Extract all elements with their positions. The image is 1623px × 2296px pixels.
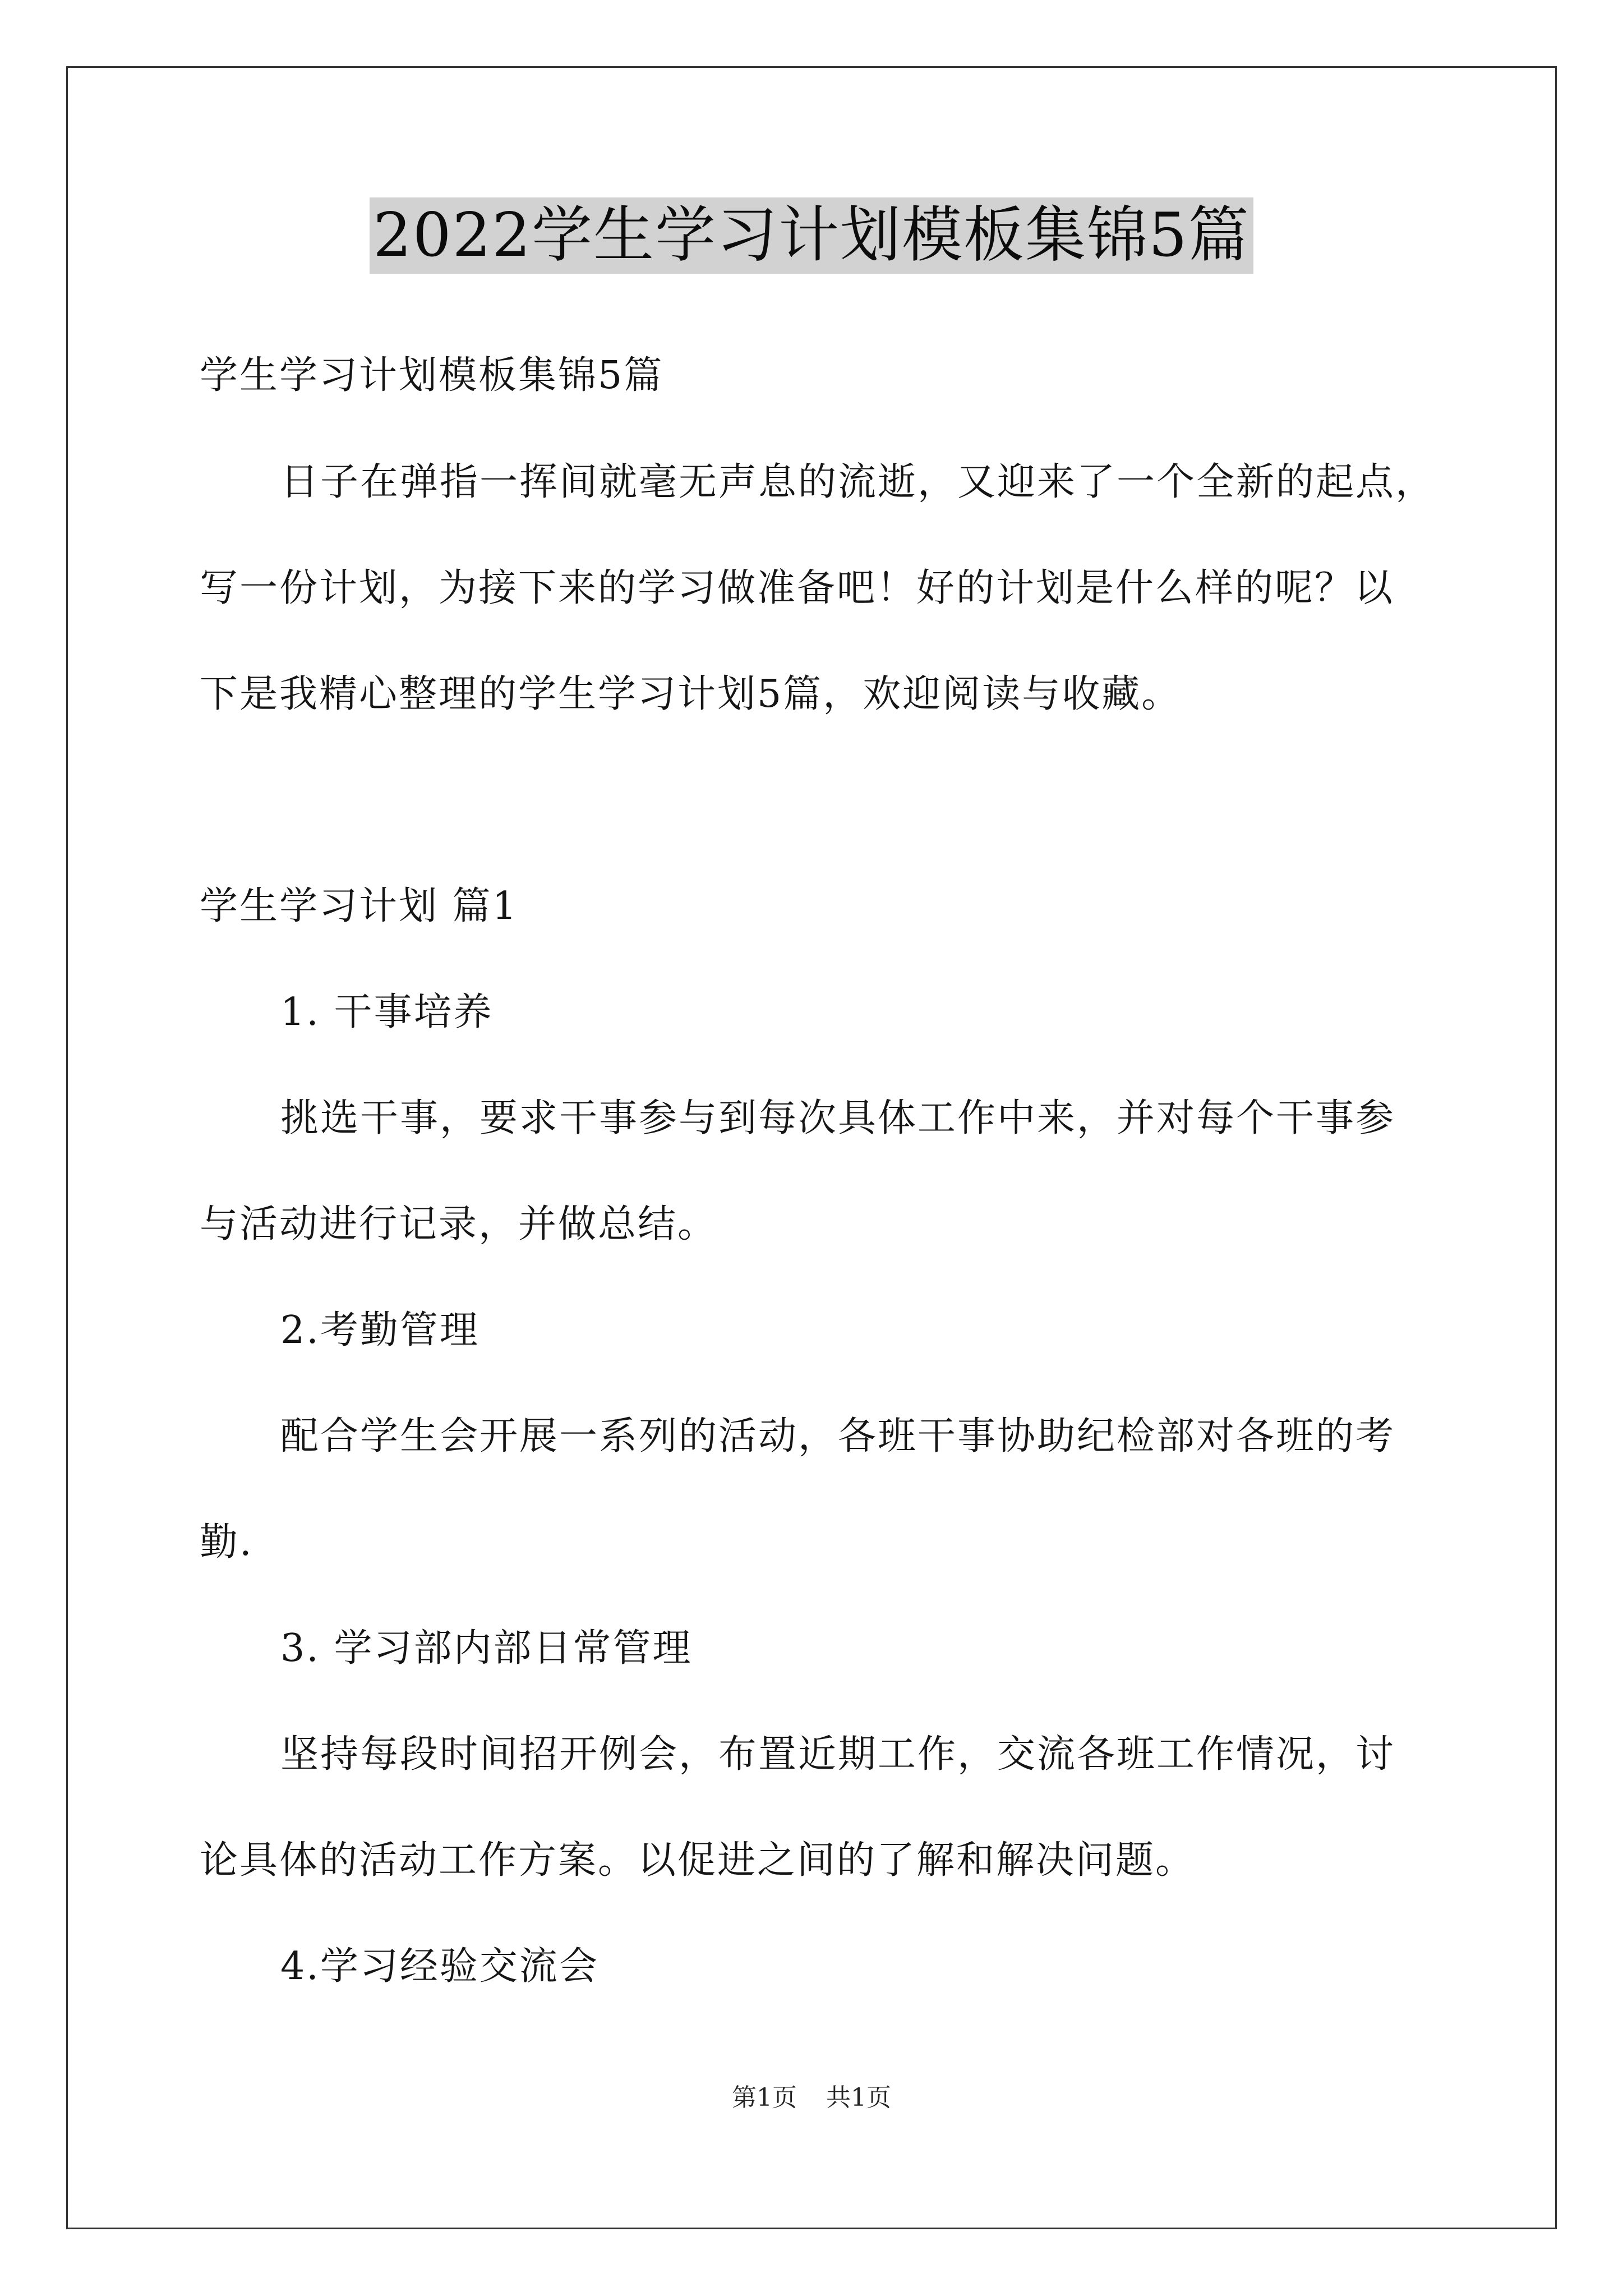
intro-line-1: 日子在弹指一挥间就毫无声息的流逝，又迎来了一个全新的起点，	[280, 460, 1436, 504]
intro-line-2: 写一份计划，为接下来的学习做准备吧！好的计划是什么样的呢？以	[200, 566, 1395, 610]
paragraph-line: 勤.	[200, 1520, 253, 1565]
item-heading-3: 3. 学习部内部日常管理	[280, 1626, 693, 1671]
document-subtitle: 学生学习计划模板集锦5篇	[200, 353, 664, 398]
paragraph-line: 论具体的活动工作方案。以促进之间的了解和解决问题。	[200, 1838, 1196, 1883]
item-heading-4: 4.学习经验交流会	[280, 1944, 599, 1989]
page-number: 第1页	[732, 2083, 797, 2112]
document-title: 2022学生学习计划模板集锦5篇	[370, 197, 1253, 274]
paragraph-line: 与活动进行记录，并做总结。	[200, 1202, 718, 1246]
item-heading-2: 2.考勤管理	[280, 1308, 479, 1352]
page-total: 共1页	[826, 2083, 891, 2112]
item-heading-1: 1. 干事培养	[280, 990, 494, 1034]
title-container	[0, 197, 1623, 274]
section-heading: 学生学习计划 篇1	[200, 884, 518, 928]
paragraph-line: 坚持每段时间招开例会，布置近期工作，交流各班工作情况，讨	[280, 1732, 1396, 1777]
paragraph-line: 挑选干事，要求干事参与到每次具体工作中来，并对每个干事参	[280, 1096, 1396, 1140]
intro-line-3: 下是我精心整理的学生学习计划5篇，欢迎阅读与收藏。	[200, 672, 1182, 716]
paragraph-line: 配合学生会开展一系列的活动，各班干事协助纪检部对各班的考	[280, 1414, 1396, 1458]
page-footer	[0, 2081, 1623, 2115]
